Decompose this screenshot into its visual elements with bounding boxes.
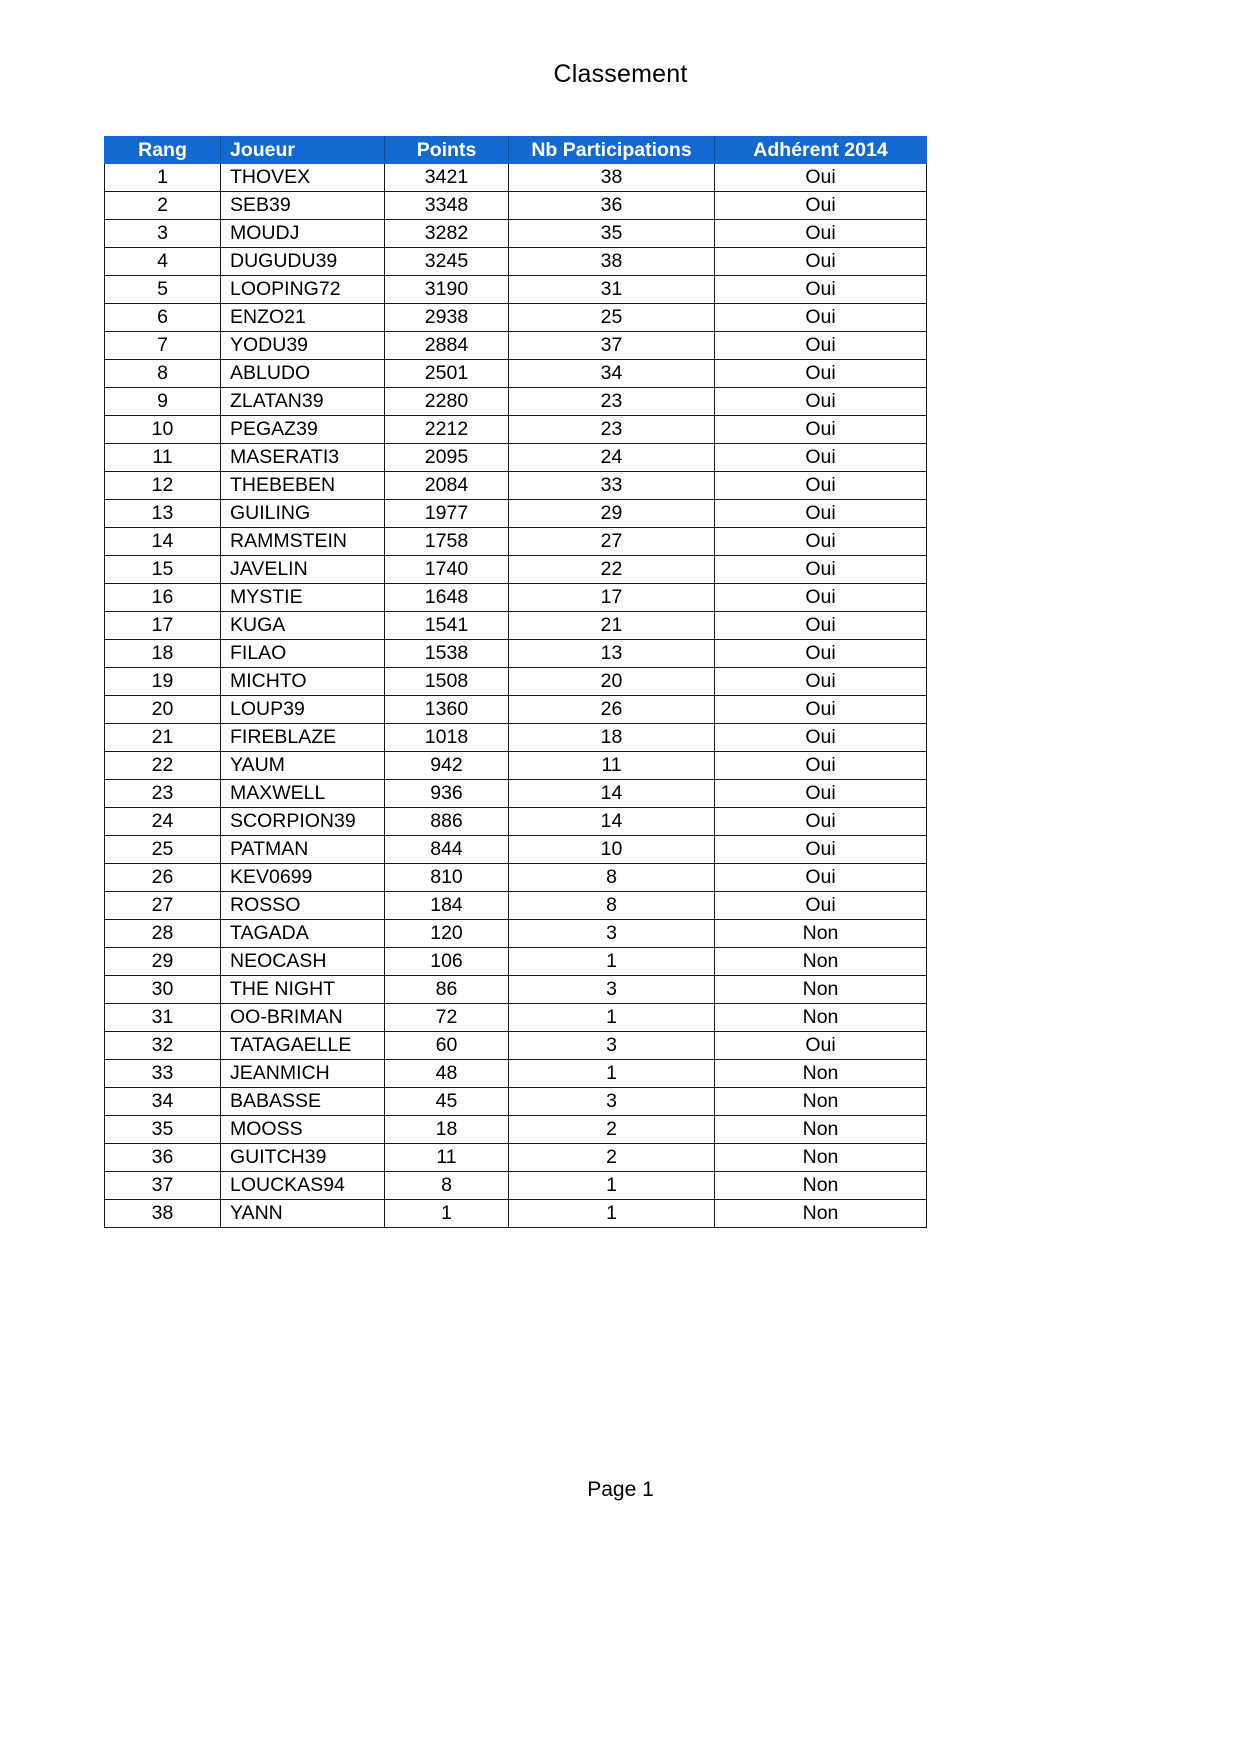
cell-rang: 36 (105, 1144, 221, 1172)
table-row (105, 584, 927, 612)
table-row (105, 556, 927, 584)
page-title: Classement (553, 60, 688, 88)
cell-joueur: MAXWELL (221, 780, 385, 808)
column-header-nb-participations: Nb Participations (509, 137, 715, 164)
cell-joueur: TATAGAELLE (221, 1032, 385, 1060)
table-row (105, 640, 927, 668)
table-row (105, 500, 927, 528)
cell-adherent-2014: Oui (715, 472, 927, 500)
cell-points: 936 (385, 780, 509, 808)
cell-joueur: NEOCASH (221, 948, 385, 976)
cell-joueur: FILAO (221, 640, 385, 668)
cell-points: 942 (385, 752, 509, 780)
cell-nb-participations: 27 (509, 528, 715, 556)
cell-points: 2084 (385, 472, 509, 500)
cell-points: 2501 (385, 360, 509, 388)
cell-joueur: KEV0699 (221, 864, 385, 892)
cell-adherent-2014: Oui (715, 500, 927, 528)
cell-points: 3245 (385, 248, 509, 276)
cell-adherent-2014: Oui (715, 668, 927, 696)
cell-rang: 8 (105, 360, 221, 388)
cell-adherent-2014: Oui (715, 640, 927, 668)
cell-nb-participations: 2 (509, 1116, 715, 1144)
cell-joueur: JEANMICH (221, 1060, 385, 1088)
cell-points: 1018 (385, 724, 509, 752)
cell-rang: 1 (105, 164, 221, 192)
cell-rang: 28 (105, 920, 221, 948)
cell-nb-participations: 18 (509, 724, 715, 752)
cell-rang: 37 (105, 1172, 221, 1200)
cell-joueur: LOOPING72 (221, 276, 385, 304)
table-row (105, 752, 927, 780)
cell-joueur: YANN (221, 1200, 385, 1228)
cell-nb-participations: 25 (509, 304, 715, 332)
cell-points: 3348 (385, 192, 509, 220)
cell-rang: 4 (105, 248, 221, 276)
cell-points: 2280 (385, 388, 509, 416)
cell-adherent-2014: Oui (715, 584, 927, 612)
cell-nb-participations: 22 (509, 556, 715, 584)
cell-rang: 34 (105, 1088, 221, 1116)
cell-adherent-2014: Oui (715, 724, 927, 752)
cell-adherent-2014: Oui (715, 388, 927, 416)
cell-joueur: JAVELIN (221, 556, 385, 584)
table-row (105, 276, 927, 304)
column-header-joueur: Joueur (221, 137, 385, 164)
cell-adherent-2014: Oui (715, 332, 927, 360)
table-header (105, 137, 927, 164)
cell-adherent-2014: Oui (715, 444, 927, 472)
cell-joueur: TAGADA (221, 920, 385, 948)
cell-adherent-2014: Oui (715, 1032, 927, 1060)
table-row (105, 976, 927, 1004)
cell-nb-participations: 20 (509, 668, 715, 696)
cell-points: 3421 (385, 164, 509, 192)
cell-points: 45 (385, 1088, 509, 1116)
cell-joueur: ENZO21 (221, 304, 385, 332)
cell-joueur: GUITCH39 (221, 1144, 385, 1172)
cell-adherent-2014: Oui (715, 612, 927, 640)
table-row (105, 1060, 927, 1088)
cell-joueur: THE NIGHT (221, 976, 385, 1004)
cell-joueur: YAUM (221, 752, 385, 780)
cell-points: 844 (385, 836, 509, 864)
cell-rang: 30 (105, 976, 221, 1004)
cell-points: 1648 (385, 584, 509, 612)
column-header-rang: Rang (105, 137, 221, 164)
cell-adherent-2014: Oui (715, 304, 927, 332)
cell-adherent-2014: Non (715, 1088, 927, 1116)
table-row (105, 1172, 927, 1200)
cell-adherent-2014: Oui (715, 752, 927, 780)
cell-rang: 9 (105, 388, 221, 416)
cell-nb-participations: 3 (509, 920, 715, 948)
cell-nb-participations: 23 (509, 416, 715, 444)
cell-points: 1541 (385, 612, 509, 640)
table-row (105, 332, 927, 360)
cell-nb-participations: 24 (509, 444, 715, 472)
cell-adherent-2014: Non (715, 1004, 927, 1032)
cell-rang: 15 (105, 556, 221, 584)
cell-joueur: MOUDJ (221, 220, 385, 248)
cell-adherent-2014: Non (715, 1116, 927, 1144)
cell-points: 8 (385, 1172, 509, 1200)
cell-points: 810 (385, 864, 509, 892)
ranking-table (104, 136, 927, 1228)
cell-adherent-2014: Oui (715, 892, 927, 920)
cell-joueur: PEGAZ39 (221, 416, 385, 444)
cell-joueur: KUGA (221, 612, 385, 640)
cell-nb-participations: 1 (509, 1004, 715, 1032)
cell-joueur: MICHTO (221, 668, 385, 696)
cell-points: 886 (385, 808, 509, 836)
cell-nb-participations: 3 (509, 976, 715, 1004)
cell-rang: 10 (105, 416, 221, 444)
cell-nb-participations: 37 (509, 332, 715, 360)
cell-adherent-2014: Oui (715, 696, 927, 724)
cell-adherent-2014: Oui (715, 836, 927, 864)
cell-rang: 2 (105, 192, 221, 220)
cell-joueur: MOOSS (221, 1116, 385, 1144)
table-row (105, 192, 927, 220)
cell-rang: 27 (105, 892, 221, 920)
cell-adherent-2014: Oui (715, 192, 927, 220)
cell-adherent-2014: Non (715, 920, 927, 948)
cell-joueur: MYSTIE (221, 584, 385, 612)
cell-nb-participations: 38 (509, 164, 715, 192)
cell-points: 18 (385, 1116, 509, 1144)
cell-points: 1508 (385, 668, 509, 696)
cell-points: 106 (385, 948, 509, 976)
table-row (105, 248, 927, 276)
table-row (105, 1200, 927, 1228)
cell-rang: 33 (105, 1060, 221, 1088)
cell-points: 1740 (385, 556, 509, 584)
cell-adherent-2014: Oui (715, 416, 927, 444)
cell-rang: 29 (105, 948, 221, 976)
cell-rang: 22 (105, 752, 221, 780)
cell-points: 2095 (385, 444, 509, 472)
cell-nb-participations: 34 (509, 360, 715, 388)
cell-nb-participations: 23 (509, 388, 715, 416)
cell-rang: 11 (105, 444, 221, 472)
cell-rang: 20 (105, 696, 221, 724)
cell-nb-participations: 31 (509, 276, 715, 304)
cell-nb-participations: 14 (509, 780, 715, 808)
cell-nb-participations: 8 (509, 892, 715, 920)
table-row (105, 836, 927, 864)
cell-nb-participations: 3 (509, 1088, 715, 1116)
table-row (105, 388, 927, 416)
cell-rang: 6 (105, 304, 221, 332)
cell-joueur: RAMMSTEIN (221, 528, 385, 556)
cell-nb-participations: 10 (509, 836, 715, 864)
cell-rang: 21 (105, 724, 221, 752)
cell-joueur: ROSSO (221, 892, 385, 920)
cell-nb-participations: 26 (509, 696, 715, 724)
cell-rang: 12 (105, 472, 221, 500)
cell-rang: 3 (105, 220, 221, 248)
cell-rang: 25 (105, 836, 221, 864)
cell-rang: 5 (105, 276, 221, 304)
cell-points: 2884 (385, 332, 509, 360)
cell-nb-participations: 14 (509, 808, 715, 836)
cell-adherent-2014: Non (715, 1144, 927, 1172)
cell-nb-participations: 33 (509, 472, 715, 500)
cell-nb-participations: 2 (509, 1144, 715, 1172)
cell-nb-participations: 35 (509, 220, 715, 248)
table-row (105, 1116, 927, 1144)
cell-rang: 7 (105, 332, 221, 360)
cell-points: 1 (385, 1200, 509, 1228)
cell-joueur: LOUP39 (221, 696, 385, 724)
cell-rang: 16 (105, 584, 221, 612)
cell-joueur: MASERATI3 (221, 444, 385, 472)
table-row (105, 416, 927, 444)
cell-nb-participations: 8 (509, 864, 715, 892)
cell-adherent-2014: Oui (715, 248, 927, 276)
table-row (105, 948, 927, 976)
cell-adherent-2014: Oui (715, 528, 927, 556)
cell-adherent-2014: Non (715, 1172, 927, 1200)
table-row (105, 1144, 927, 1172)
cell-rang: 18 (105, 640, 221, 668)
table-row (105, 892, 927, 920)
cell-points: 1977 (385, 500, 509, 528)
cell-points: 72 (385, 1004, 509, 1032)
table-row (105, 360, 927, 388)
cell-joueur: SCORPION39 (221, 808, 385, 836)
cell-nb-participations: 1 (509, 1200, 715, 1228)
cell-points: 48 (385, 1060, 509, 1088)
cell-adherent-2014: Oui (715, 864, 927, 892)
table-row (105, 612, 927, 640)
table-row (105, 220, 927, 248)
table-row (105, 1032, 927, 1060)
cell-rang: 13 (105, 500, 221, 528)
cell-joueur: THOVEX (221, 164, 385, 192)
table-row (105, 1088, 927, 1116)
cell-nb-participations: 13 (509, 640, 715, 668)
ranking-table-container (104, 136, 926, 1228)
cell-adherent-2014: Oui (715, 808, 927, 836)
table-row (105, 780, 927, 808)
cell-joueur: GUILING (221, 500, 385, 528)
cell-nb-participations: 11 (509, 752, 715, 780)
cell-adherent-2014: Non (715, 948, 927, 976)
cell-joueur: ABLUDO (221, 360, 385, 388)
cell-adherent-2014: Oui (715, 276, 927, 304)
cell-points: 1360 (385, 696, 509, 724)
cell-rang: 31 (105, 1004, 221, 1032)
cell-joueur: OO-BRIMAN (221, 1004, 385, 1032)
cell-joueur: THEBEBEN (221, 472, 385, 500)
table-row (105, 304, 927, 332)
cell-adherent-2014: Non (715, 1200, 927, 1228)
cell-joueur: BABASSE (221, 1088, 385, 1116)
page-footer: Page 1 (587, 1478, 654, 1501)
cell-adherent-2014: Non (715, 976, 927, 1004)
cell-adherent-2014: Oui (715, 164, 927, 192)
cell-joueur: LOUCKAS94 (221, 1172, 385, 1200)
table-row (105, 696, 927, 724)
cell-points: 2938 (385, 304, 509, 332)
cell-adherent-2014: Oui (715, 220, 927, 248)
cell-nb-participations: 29 (509, 500, 715, 528)
cell-adherent-2014: Non (715, 1060, 927, 1088)
cell-nb-participations: 36 (509, 192, 715, 220)
cell-points: 86 (385, 976, 509, 1004)
table-row (105, 164, 927, 192)
cell-rang: 35 (105, 1116, 221, 1144)
cell-points: 2212 (385, 416, 509, 444)
cell-points: 184 (385, 892, 509, 920)
table-row (105, 528, 927, 556)
cell-rang: 38 (105, 1200, 221, 1228)
cell-points: 60 (385, 1032, 509, 1060)
cell-joueur: SEB39 (221, 192, 385, 220)
cell-nb-participations: 1 (509, 1172, 715, 1200)
cell-joueur: PATMAN (221, 836, 385, 864)
cell-rang: 32 (105, 1032, 221, 1060)
cell-rang: 23 (105, 780, 221, 808)
table-row (105, 724, 927, 752)
cell-points: 1758 (385, 528, 509, 556)
cell-nb-participations: 21 (509, 612, 715, 640)
cell-points: 120 (385, 920, 509, 948)
cell-nb-participations: 1 (509, 1060, 715, 1088)
cell-points: 3190 (385, 276, 509, 304)
cell-rang: 14 (105, 528, 221, 556)
cell-points: 11 (385, 1144, 509, 1172)
cell-joueur: YODU39 (221, 332, 385, 360)
cell-nb-participations: 3 (509, 1032, 715, 1060)
cell-points: 1538 (385, 640, 509, 668)
cell-nb-participations: 1 (509, 948, 715, 976)
cell-adherent-2014: Oui (715, 556, 927, 584)
table-row (105, 472, 927, 500)
column-header-points: Points (385, 137, 509, 164)
table-row (105, 1004, 927, 1032)
cell-points: 3282 (385, 220, 509, 248)
cell-joueur: FIREBLAZE (221, 724, 385, 752)
table-row (105, 668, 927, 696)
cell-adherent-2014: Oui (715, 780, 927, 808)
table-body (105, 164, 927, 1228)
table-row (105, 444, 927, 472)
cell-nb-participations: 38 (509, 248, 715, 276)
cell-joueur: ZLATAN39 (221, 388, 385, 416)
cell-rang: 17 (105, 612, 221, 640)
cell-rang: 24 (105, 808, 221, 836)
cell-rang: 26 (105, 864, 221, 892)
cell-rang: 19 (105, 668, 221, 696)
table-header-row (105, 137, 927, 164)
table-row (105, 864, 927, 892)
cell-nb-participations: 17 (509, 584, 715, 612)
cell-adherent-2014: Oui (715, 360, 927, 388)
table-row (105, 920, 927, 948)
table-row (105, 808, 927, 836)
column-header-adherent-2014: Adhérent 2014 (715, 137, 927, 164)
cell-joueur: DUGUDU39 (221, 248, 385, 276)
